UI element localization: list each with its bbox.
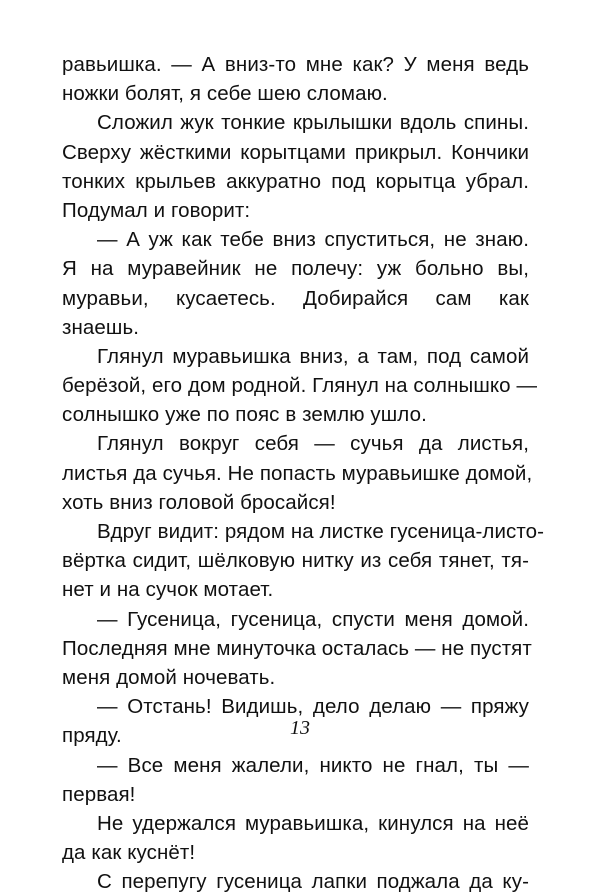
text-line: первая! <box>62 782 136 806</box>
text-line: нет и на сучок мотает. <box>62 578 274 602</box>
text-line: тонких крыльев аккуратно под корытца убрал. <box>62 169 529 193</box>
text-line: — Отстань! Видишь, дело делаю — пряжу <box>97 695 529 719</box>
text-line: листья да сучья. Не попасть муравьишке домой, <box>62 461 533 485</box>
text-line: пряду. <box>62 724 122 748</box>
text-line: — Гусеница, гусеница, спусти меня домой. <box>97 607 529 631</box>
text-line: знаешь. <box>62 315 140 339</box>
text-line: Подумал и говорит: <box>62 198 251 222</box>
text-line: Я на муравейник не полечу: уж больно вы, <box>62 257 529 281</box>
text-line: солнышко уже по пояс в землю ушло. <box>62 403 427 427</box>
text-line: ножки болят, я себе шею сломаю. <box>62 82 388 106</box>
text-line: — Все меня жалели, никто не гнал, ты — <box>97 753 529 777</box>
text-line: Вдруг видит: рядом на листке гусеница-листо- <box>97 520 545 543</box>
text-line: Глянул вокруг себя — сучья да листья, <box>97 432 529 456</box>
text-line: равьишка. — А вниз-то мне как? У меня ведь <box>62 53 529 76</box>
text-line: муравьи, кусаетесь. Добирайся сам как <box>62 286 529 310</box>
text-line: хоть вниз головой бросайся! <box>62 490 336 514</box>
text-line: С перепугу гусеница лапки поджала да ку- <box>97 870 529 894</box>
text-line: вёртка сидит, шёлковую нитку из себя тянет, тя- <box>62 549 529 573</box>
page-text <box>62 50 545 896</box>
text-line: Сложил жук тонкие крылышки вдоль спины. <box>97 111 529 135</box>
page-number: 13 <box>290 717 310 739</box>
text-line: да как куснёт! <box>62 841 196 865</box>
text-line: — А уж как тебе вниз спуститься, не знаю. <box>97 228 529 252</box>
text-line: Глянул муравьишка вниз, а там, под самой <box>97 344 529 368</box>
text-line: меня домой ночевать. <box>62 665 276 689</box>
text-line: Сверху жёсткими корытцами прикрыл. Кончики <box>62 140 529 164</box>
text-line: Последняя мне минуточка осталась — не пустят <box>62 636 532 660</box>
text-line: Не удержался муравьишка, кинулся на неё <box>97 811 529 835</box>
text-line: берёзой, его дом родной. Глянул на солнышко — <box>62 374 538 398</box>
